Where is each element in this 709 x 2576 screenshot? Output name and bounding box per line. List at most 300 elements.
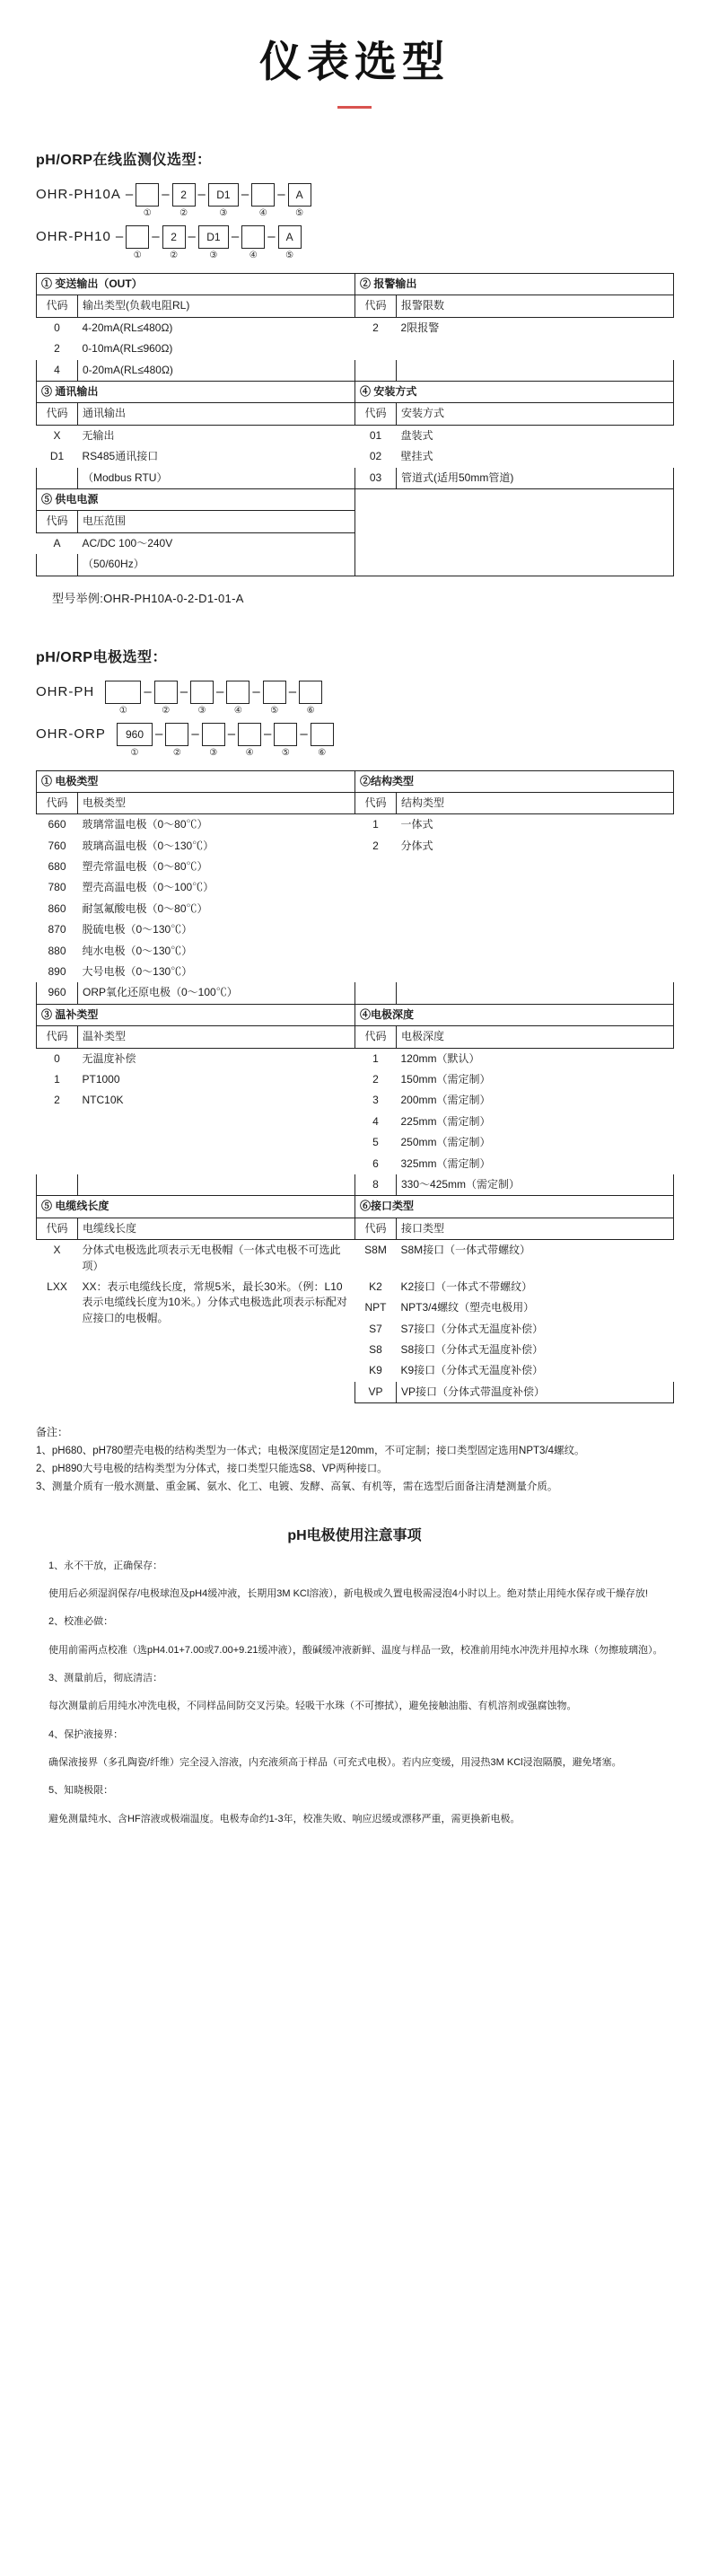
slot-value: 960 [117,723,153,746]
cell-text: S7接口（分体式无温度补偿） [400,1322,544,1335]
group-title-cable: ⑤ 电缆线长度 [37,1196,355,1218]
slot-index: ① [143,208,152,219]
cell-text: 壁挂式 [400,450,433,463]
table-row [37,274,674,295]
cell-empty [397,360,674,382]
slot-index: ① [133,251,142,261]
cell-empty [397,899,674,919]
dash: – [227,725,236,742]
cell-empty [397,338,674,359]
table-row [37,1240,674,1277]
cell-empty [355,877,397,898]
slot-index: ④ [249,251,258,261]
table-row [37,1154,674,1174]
cell-code: 1 [372,818,379,831]
group-title-connector: ⑥接口类型 [355,1196,674,1218]
dash: – [288,683,297,699]
table-row [37,403,674,425]
slot-value [202,723,225,746]
slot-1 [126,225,149,260]
group-title-structure: ②结构类型 [355,770,674,792]
dash: – [231,229,240,245]
model-example: 型号举例:OHR-PH10A-0-2-D1-01-A [52,591,244,605]
cell-text: 150mm（需定制） [400,1072,491,1086]
cell-code: X [53,1244,61,1257]
slot-index: ③ [209,747,218,758]
dash: – [188,229,196,245]
cell-text: 330～425mm（需定制） [397,1174,674,1196]
cell-code: 680 [48,860,66,874]
cell-text: 0-10mA(RL≤960Ω) [82,342,173,356]
cell-text: 325mm（需定制） [400,1156,491,1170]
slot-4 [238,723,261,758]
table-row [37,857,674,877]
col-header-type: 安装方式 [397,403,674,425]
selection-table-electrode [36,770,674,1404]
cell-code: 0 [54,321,60,334]
table-row [37,295,674,317]
table-row [37,1090,674,1111]
cell-empty [355,857,397,877]
cell-empty [37,554,78,576]
slot-3 [190,681,214,716]
care-item-head: 3、测量前后，彻底清洁： [48,1672,163,1684]
slot-value [311,723,334,746]
title-block [36,0,673,109]
cell-text: S8M接口（一体式带螺纹） [400,1244,531,1257]
slot-2 [165,723,188,758]
col-header-type: 电缆线长度 [78,1218,355,1239]
table-row [37,899,674,919]
col-header-code: 代码 [37,295,78,317]
slot-1 [117,723,153,758]
slot-5 [278,225,302,260]
dash: – [241,187,249,203]
group-title-mount: ④ 安装方式 [355,382,674,403]
cell-text: 200mm（需定制） [400,1094,491,1107]
note-item: 2、pH890大号电极的结构类型为分体式，接口类型只能选S8、VP两种接口。 [36,1464,388,1475]
care-item-body: 使用后必须湿润保存/电极球泡及pH4缓冲液，长期用3M KCl溶液），新电极或久置电极需浸泡4小时以上。绝对禁止用纯水保存或干燥存放! [48,1587,648,1599]
cell-empty [355,360,397,382]
cell-code: K9 [369,1364,382,1377]
dash: – [264,725,272,742]
cell-code: 02 [369,450,382,463]
table-row [37,1026,674,1048]
cell-text: NTC10K [82,1094,124,1107]
cell-text: PT1000 [82,1072,120,1086]
cell-text: 耐氢氟酸电极（0～80℃） [82,901,208,915]
slot-4 [241,225,265,260]
slot-value [238,723,261,746]
cell-text: （50/60Hz） [78,554,355,576]
group-title-out: ① 变送输出（OUT） [37,274,355,295]
care-title: pH电极使用注意事项 [287,1527,422,1543]
group-title-depth: ④电极深度 [355,1004,674,1025]
col-header-type: 报警限数 [397,295,674,317]
cell-code: VP [355,1382,397,1403]
slot-index: ⑥ [318,747,327,758]
slot-index: ⑥ [306,705,315,716]
cell-text: 玻璃常温电极（0～80℃） [82,818,208,831]
cell-text: ORP氧化还原电极（0～100℃） [78,982,355,1004]
col-header-type: 电极深度 [397,1026,674,1048]
slot-index: ④ [258,208,267,219]
col-header-code: 代码 [37,1026,78,1048]
cell-empty [355,899,397,919]
model-prefix: OHR-ORP [36,725,106,742]
slot-index: ① [118,705,127,716]
table-row [37,1218,674,1239]
cell-empty [37,1174,78,1196]
cell-code: 0 [54,1051,60,1065]
cell-text: 2限报警 [400,321,440,334]
slot-2 [154,681,178,716]
dash: – [277,187,285,203]
slot-3 [198,225,229,260]
note-item: 1、pH680、pH780塑壳电极的结构类型为一体式；电极深度固定是120mm，不可定制；接口类型固定选用NPT3/4螺纹。 [36,1446,585,1457]
table-row [37,982,674,1004]
slot-index: ④ [233,705,242,716]
cell-text: NPT3/4螺纹（塑壳电极用） [400,1301,535,1314]
slot-5 [288,183,311,218]
cell-text: 脱硫电极（0～130℃） [82,923,193,936]
col-header-code: 代码 [37,511,78,532]
cell-code: 2 [372,1072,379,1086]
title-divider [337,106,372,109]
slot-6 [311,723,334,758]
cell-code: 4 [372,1114,379,1128]
cell-code: 2 [54,1094,60,1107]
cell-text: VP接口（分体式带温度补偿） [397,1382,674,1403]
care-item-body: 每次测量前后用纯水冲洗电极，不同样品间防交叉污染。轻吸干水珠（不可擦拭），避免接触油脂、有机溶剂或强腐蚀物。 [48,1701,577,1712]
cell-empty [37,1132,78,1153]
cell-code: 03 [355,468,397,489]
dash [108,723,117,746]
col-header-code: 代码 [355,1026,397,1048]
cell-code: 890 [48,965,66,979]
dash: – [191,725,199,742]
section2-heading: pH/ORP电极选型： [36,649,167,665]
cell-code: 1 [372,1051,379,1065]
dash: – [267,229,276,245]
cell-text: K2接口（一体式不带螺纹） [400,1279,533,1293]
cell-empty [37,468,78,489]
cell-text: 无输出 [82,428,115,442]
table-row [37,836,674,857]
care-item-body: 确保液接界（多孔陶瓷/纤维）完全浸入溶液，内充液须高于样品（可充式电极）。若内应变缓，用浸热3M KCl浸泡隔膜，避免堵塞。 [48,1757,622,1769]
col-header-code: 代码 [355,403,397,425]
table-row [37,360,674,382]
slot-value [251,183,275,207]
dash: – [252,683,260,699]
cell-code: X [53,428,61,442]
cell-code: D1 [49,450,65,463]
slot-value [263,681,286,704]
slot-index: ⑤ [295,208,304,219]
cell-text: 玻璃高温电极（0～130℃） [82,839,214,852]
cell-empty [397,941,674,962]
cell-empty [355,919,397,940]
dash: – [144,683,152,699]
cell-text: K9接口（分体式无温度补偿） [400,1364,544,1377]
slot-index: ③ [219,208,228,219]
cell-code: 2 [54,342,60,356]
cell-empty [397,982,674,1004]
table-row [37,814,674,836]
col-header-code: 代码 [355,1218,397,1239]
dash: – [125,187,134,203]
cell-text: 120mm（默认） [400,1051,480,1065]
note-item: 3、测量介质有一般水测量、重金属、氨水、化工、电镀、发酵、高氧、有机等，需在选型后面备注清楚测量介质。 [36,1481,558,1493]
slot-index: ③ [197,705,206,716]
cell-text: 250mm（需定制） [400,1136,491,1149]
cell-code: NPT [364,1301,387,1314]
cell-code: 8 [355,1174,397,1196]
cell-code: 2 [372,321,379,334]
slot-value [274,723,297,746]
slot-value [136,183,159,207]
col-header-code: 代码 [37,1218,78,1239]
group-title-temp-comp: ③ 温补类型 [37,1004,355,1025]
cell-code: A [53,536,61,549]
slot-2 [172,183,196,218]
cell-code: S8M [364,1244,387,1257]
slot-value [299,681,322,704]
slot-value [165,723,188,746]
cell-empty [355,488,674,576]
slot-5 [263,681,286,716]
table-row [37,770,674,792]
care-item-head: 5、知晓极限： [48,1785,114,1797]
cell-code: 2 [372,839,379,852]
cell-empty [355,962,397,982]
table-row [37,1277,674,1297]
cell-code: K2 [369,1279,382,1293]
table-row [37,1196,674,1218]
cell-text: 管道式(适用50mm管道) [397,468,674,489]
dash: – [216,683,224,699]
slot-6 [299,681,322,716]
model-code-row-2 [36,225,673,260]
care-item-head: 4、保护液接界： [48,1728,124,1740]
notes-title: 备注： [36,1426,69,1439]
slot-value: 2 [172,183,196,207]
cell-text: AC/DC 100～240V [82,536,173,549]
slot-5 [274,723,297,758]
slot-value [154,681,178,704]
col-header-code: 代码 [37,403,78,425]
cell-text: 分体式 [400,839,433,852]
slot-value: D1 [198,225,229,249]
slot-index: ② [172,747,181,758]
slot-value: A [288,183,311,207]
slot-index: ④ [245,747,254,758]
cell-empty [397,857,674,877]
electrode-code-row-1 [36,681,673,716]
dash: – [179,683,188,699]
table-row [37,792,674,813]
care-item-head: 2、校准必做： [48,1616,114,1628]
table-row [37,338,674,359]
slot-index: ⑤ [270,705,279,716]
table-row [37,1048,674,1069]
table-row [37,425,674,446]
cell-code: 760 [48,839,66,852]
slot-index: ② [170,251,179,261]
cell-text: 一体式 [400,818,433,831]
cell-code: S7 [369,1322,382,1335]
slot-value [241,225,265,249]
model-prefix: OHR-PH10A [36,187,121,203]
cell-empty [397,877,674,898]
slot-value [105,681,141,704]
dash: – [300,725,308,742]
slot-value: 2 [162,225,186,249]
cell-code: 01 [369,428,382,442]
dash [96,681,105,704]
table-row [37,468,674,489]
slot-2 [162,225,186,260]
table-row [37,382,674,403]
cell-text: 0-20mA(RL≤480Ω) [78,360,355,382]
slot-value [126,225,149,249]
cell-code: 660 [48,818,66,831]
cell-empty [78,1132,355,1153]
slot-value: A [278,225,302,249]
cell-code: 3 [372,1094,379,1107]
table-row [37,317,674,338]
dash: – [197,187,206,203]
group-title-alarm: ② 报警输出 [355,274,674,295]
slot-index: ① [130,747,139,758]
section1-heading: pH/ORP在线监测仪选型： [36,153,212,169]
col-header-type: 输出类型(负载电阻RL) [78,295,355,317]
cell-text: 塑壳常温电极（0～80℃） [82,860,208,874]
cell-code: 780 [48,881,66,894]
cell-text: 大号电极（0～130℃） [82,965,193,979]
col-header-type: 电压范围 [78,511,355,532]
col-header-type: 通讯输出 [78,403,355,425]
cell-text: 盘装式 [400,428,433,442]
cell-text: 塑壳高温电极（0～100℃） [82,881,214,894]
slot-value: D1 [208,183,239,207]
cell-text: 纯水电极（0～130℃） [82,944,193,957]
model-code-row-1 [36,183,673,218]
cell-text: XX：表示电缆线长度，常规5米，最长30米。（例：L10表示电缆线长度为10米。）分体式电极选此项表示标配对应接口的电极帽。 [82,1279,347,1324]
cell-text: 分体式电极选此项表示无电极帽（一体式电极不可选此项） [82,1244,341,1272]
dash: – [115,229,124,245]
group-title-electrode-type: ① 电极类型 [37,770,355,792]
page-title: 仪表选型 [259,38,450,85]
cell-empty [37,1112,78,1132]
care-item-head: 1、永不干放，正确保存： [48,1560,163,1571]
cell-empty [355,982,397,1004]
model-prefix: OHR-PH [36,683,95,699]
cell-code: LXX [47,1279,67,1293]
cell-code: 880 [48,944,66,957]
cell-empty [78,1154,355,1174]
table-row [37,1174,674,1196]
slot-4 [226,681,249,716]
care-body [36,1557,673,1828]
col-header-type: 电极类型 [78,792,355,813]
cell-empty [78,1112,355,1132]
cell-text: 4-20mA(RL≤480Ω) [82,321,173,334]
electrode-code-row-2 [36,723,673,758]
cell-text: RS485通讯接口 [82,450,159,463]
table-row [37,1132,674,1153]
cell-code: 1 [54,1072,60,1086]
slot-1 [105,681,141,716]
slot-index: ② [179,208,188,219]
group-title-power: ⑤ 供电电源 [37,488,355,510]
cell-text: 无温度补偿 [82,1051,136,1065]
cell-code: 960 [37,982,78,1004]
slot-index: ③ [209,251,218,261]
slot-3 [208,183,239,218]
cell-empty [355,338,397,359]
cell-empty [397,919,674,940]
dash: – [152,229,160,245]
cell-empty [355,941,397,962]
slot-value [226,681,249,704]
slot-1 [136,183,159,218]
slot-4 [251,183,275,218]
slot-index: ⑤ [285,251,294,261]
slot-index: ⑤ [281,747,290,758]
cell-code: 6 [372,1156,379,1170]
col-header-type: 温补类型 [78,1026,355,1048]
col-header-code: 代码 [355,792,397,813]
dash: – [162,187,170,203]
col-header-code: 代码 [355,295,397,317]
cell-code: 860 [48,901,66,915]
care-item-body: 使用前需两点校准（选pH4.01+7.00或7.00+9.21缓冲液），酸碱缓冲液新鲜、温度与样品一致，校准前用纯水冲洗并甩掉水珠（勿擦玻璃泡）。 [48,1644,663,1656]
table-row [37,1112,674,1132]
col-header-type: 结构类型 [397,792,674,813]
cell-text: S8接口（分体式无温度补偿） [400,1343,544,1357]
table-row [37,1069,674,1090]
table-row [37,941,674,962]
care-item-body: 避免测量纯水、含HF溶液或极端温度。电极寿命约1-3年，校准失败、响应迟缓或漂移严重，需更换新电极。 [48,1813,521,1824]
table-row [37,1004,674,1025]
dash: – [155,725,163,742]
cell-empty [397,962,674,982]
cell-empty [78,1174,355,1196]
col-header-type: 接口类型 [397,1218,674,1239]
cell-code: 5 [372,1136,379,1149]
cell-text: 225mm（需定制） [400,1114,491,1128]
slot-value [190,681,214,704]
table-row [37,962,674,982]
cell-empty [37,1154,78,1174]
cell-code: 870 [48,923,66,936]
table-row [37,446,674,467]
table-row [37,919,674,940]
group-title-comm: ③ 通讯输出 [37,382,355,403]
slot-3 [202,723,225,758]
slot-index: ② [162,705,171,716]
cell-code: 4 [37,360,78,382]
selection-table-meter [36,273,674,576]
table-row [37,488,674,510]
col-header-code: 代码 [37,792,78,813]
model-prefix: OHR-PH10 [36,229,111,245]
table-row [37,877,674,898]
notes-block [36,1423,673,1496]
cell-text: （Modbus RTU） [78,468,355,489]
cell-code: S8 [369,1343,382,1357]
